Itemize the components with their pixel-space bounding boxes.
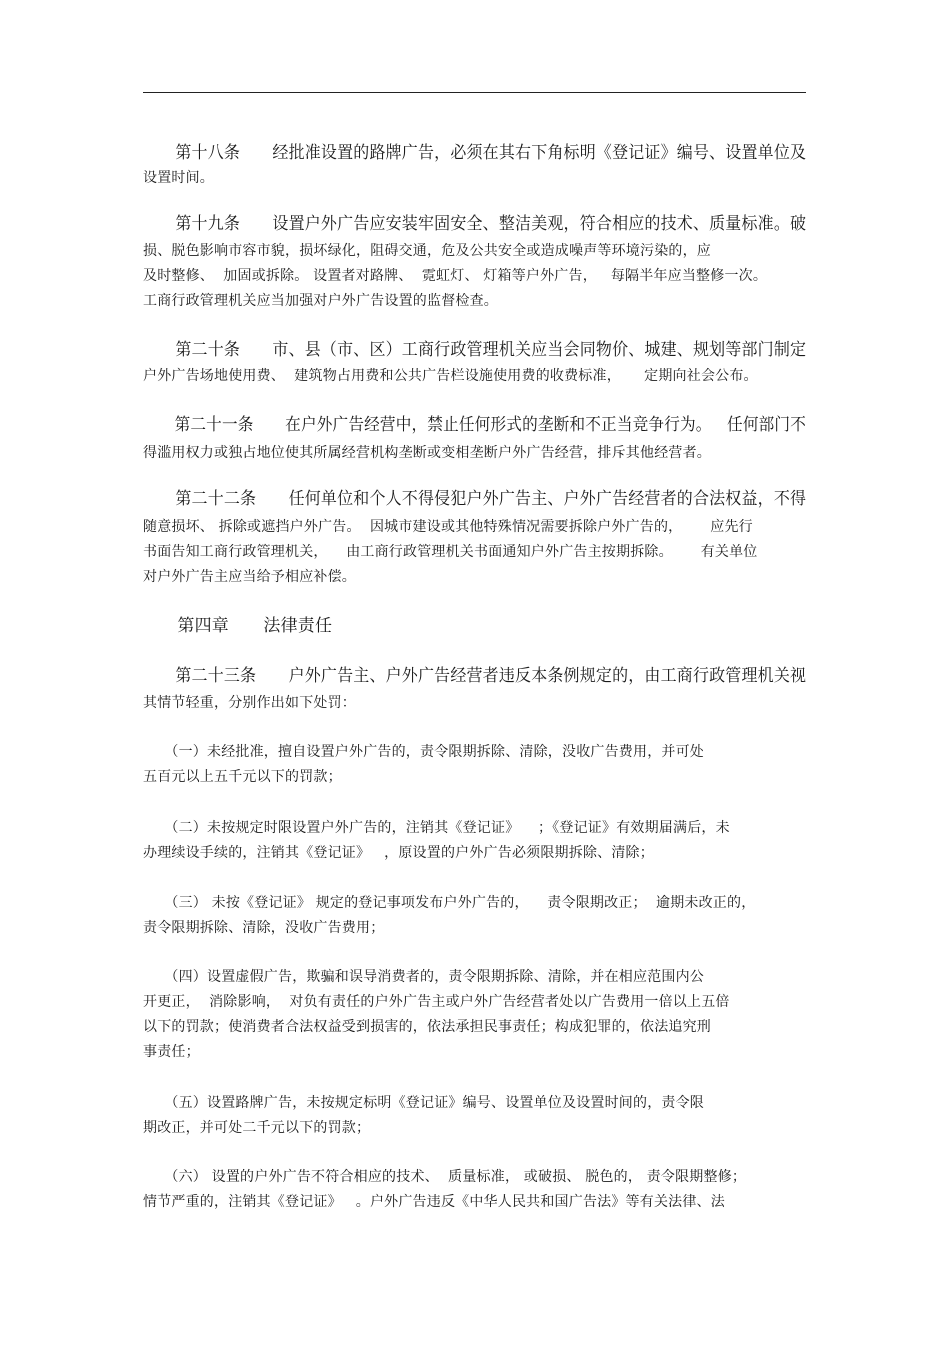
article-18-line-1: 第十八条 经批准设置的路牌广告，必须在其右下角标明《登记证》编号、设置单位及 [143, 143, 807, 163]
article-18-line-2: 设置时间。 [143, 170, 214, 186]
item-6-line-1: （六） 设置的户外广告不符合相应的技术、 质量标准， 或破损、 脱色的， 责令限期整修； [143, 1169, 747, 1185]
item-6-line-2: 情节严重的，注销其《登记证》 。户外广告违反《中华人民共和国广告法》等有关法律、法 [143, 1194, 725, 1210]
item-2-line-2: 办理续设手续的，注销其《登记证》 ，原设置的户外广告必须限期拆除、清除； [143, 845, 654, 861]
item-5-line-1: （五）设置路牌广告，未按规定标明《登记证》编号、设置单位及设置时间的，责令限 [143, 1095, 704, 1111]
item-3-line-1: （三） 未按《登记证》 规定的登记事项发布户外广告的， 责令限期改正； 逾期未改正的， [143, 895, 756, 911]
article-23-line-1: 第二十三条 户外广告主、户外广告经营者违反本条例规定的，由工商行政管理机关视 [143, 666, 807, 686]
item-4-line-3: 以下的罚款；使消费者合法权益受到损害的，依法承担民事责任；构成犯罪的，依法追究刑 [143, 1019, 711, 1035]
article-19-line-4: 工商行政管理机关应当加强对户外广告设置的监督检查。 [143, 293, 498, 309]
chapter-4-heading: 第四章 法律责任 [143, 616, 333, 636]
item-2-line-1: （二）未按规定时限设置户外广告的，注销其《登记证》 ；《登记证》有效期届满后，未 [143, 820, 730, 836]
article-23-line-2: 其情节轻重，分别作出如下处罚： [143, 695, 356, 711]
item-1-line-2: 五百元以上五千元以下的罚款； [143, 769, 342, 785]
article-19-line-1: 第十九条 设置户外广告应安装牢固安全、整洁美观，符合相应的技术、质量标准。破 [143, 214, 807, 234]
item-4-line-4: 事责任； [143, 1044, 200, 1060]
article-21-line-2: 得滥用权力或独占地位使其所属经营机构垄断或变相垄断户外广告经营，排斥其他经营者。 [143, 445, 711, 461]
item-4-line-1: （四）设置虚假广告，欺骗和误导消费者的，责令限期拆除、清除，并在相应范围内公 [143, 969, 704, 985]
header-rule [143, 92, 806, 93]
article-22-line-4: 对户外广告主应当给予相应补偿。 [143, 569, 356, 585]
article-20-line-2: 户外广告场地使用费、 建筑物占用费和公共广告栏设施使用费的收费标准， 定期向社会公布。 [143, 368, 758, 384]
article-22-line-1: 第二十二条 任何单位和个人不得侵犯户外广告主、户外广告经营者的合法权益，不得 [143, 489, 807, 509]
article-20-line-1: 第二十条 市、县（市、区）工商行政管理机关应当会同物价、城建、规划等部门制定 [143, 340, 807, 360]
item-3-line-2: 责令限期拆除、清除，没收广告费用； [143, 920, 385, 936]
article-21-line-1: 第二十一条 在户外广告经营中，禁止任何形式的垄断和不正当竞争行为。 任何部门不 [143, 415, 807, 435]
article-19-line-2: 损、脱色影响市容市貌，损坏绿化，阻碍交通，危及公共安全或造成噪声等环境污染的，应 [143, 243, 711, 259]
article-22-line-3: 书面告知工商行政管理机关， 由工商行政管理机关书面通知户外广告主按期拆除。 有关单位 [143, 544, 758, 560]
article-22-line-2: 随意损坏、 拆除或遮挡户外广告。 因城市建设或其他特殊情况需要拆除户外广告的， 应先行 [143, 519, 753, 535]
item-4-line-2: 开更正， 消除影响， 对负有责任的户外广告主或户外广告经营者处以广告费用一倍以上五倍 [143, 994, 730, 1010]
article-19-line-3: 及时整修、 加固或拆除。 设置者对路牌、 霓虹灯、 灯箱等户外广告， 每隔半年应当整修一次。 [143, 268, 768, 284]
item-5-line-2: 期改正，并可处二千元以下的罚款； [143, 1120, 371, 1136]
item-1-line-1: （一）未经批准，擅自设置户外广告的，责令限期拆除、清除，没收广告费用，并可处 [143, 744, 704, 760]
